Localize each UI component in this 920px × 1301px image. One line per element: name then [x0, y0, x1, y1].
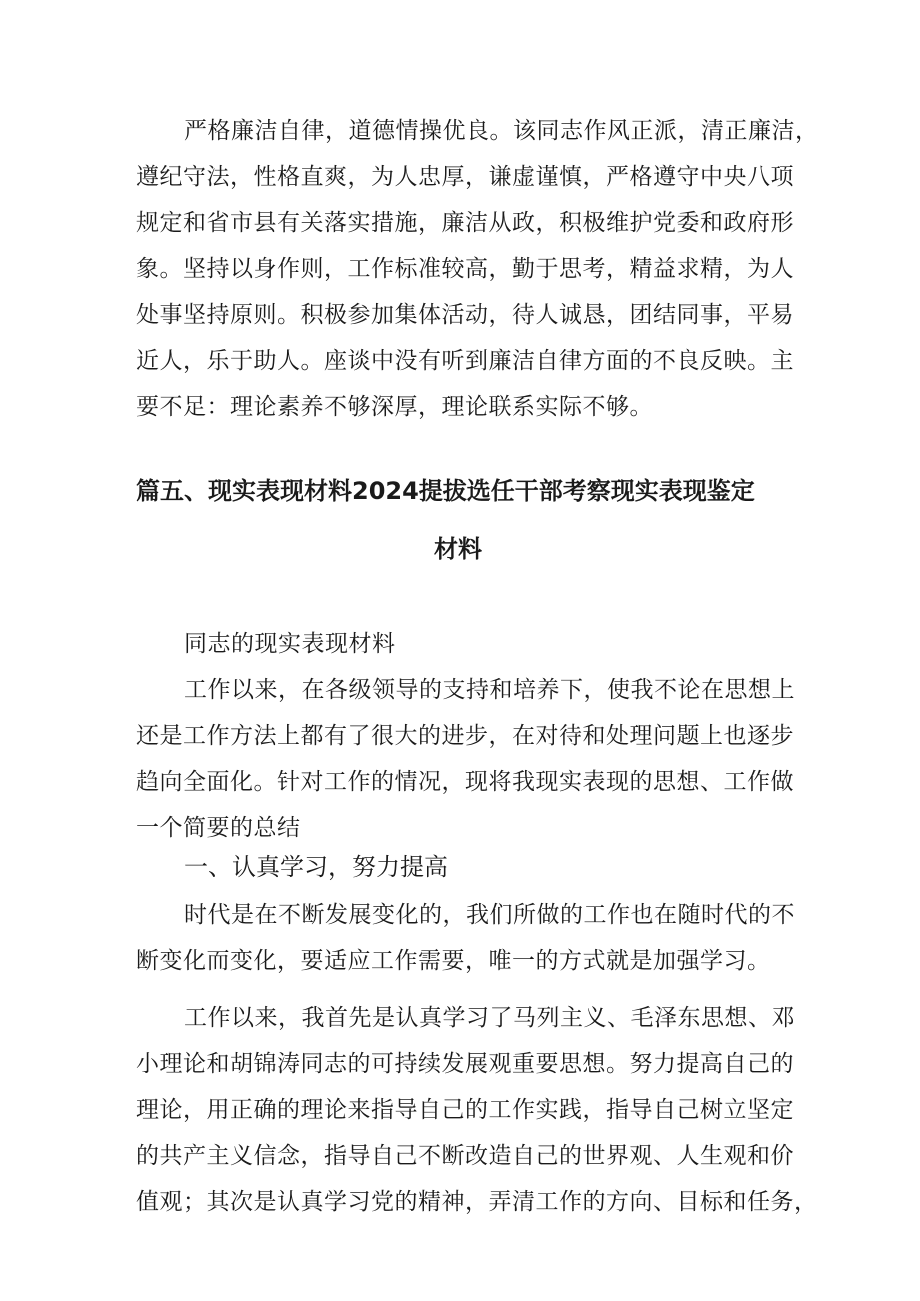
paragraph-line: 处事坚持原则。积极参加集体活动，待人诚恳，团结同事，平易 [136, 302, 794, 328]
section-title: 篇五、现实表现材料2024提拔选任干部考察现实表现鉴定 [136, 477, 755, 505]
paragraph-line: 断变化而变化，要适应工作需要，唯一的方式就是加强学习。 [136, 948, 771, 974]
paragraph-line: 趋向全面化。针对工作的情况，现将我现实表现的思想、工作做 [136, 769, 794, 795]
section-title-continued: 材料 [434, 535, 482, 563]
paragraph-line: 象。坚持以身作则，工作标准较高，勤于思考，精益求精，为人 [136, 256, 794, 282]
paragraph-line: 值观；其次是认真学习党的精神，弄清工作的方向、目标和任务， [136, 1189, 818, 1215]
paragraph-line: 近人，乐于助人。座谈中没有听到廉洁自律方面的不良反映。主 [136, 348, 794, 374]
paragraph-line: 一个简要的总结 [136, 815, 301, 841]
paragraph-line: 遵纪守法，性格直爽，为人忠厚，谦虚谨慎，严格遵守中央八项 [136, 164, 794, 190]
subheading: 一、认真学习，努力提高 [184, 853, 448, 881]
paragraph-line: 同志的现实表现材料 [184, 631, 396, 657]
paragraph-line: 还是工作方法上都有了很大的进步，在对待和处理问题上也逐步 [136, 723, 794, 749]
paragraph-line: 工作以来，我首先是认真学习了马列主义、毛泽东思想、邓 [184, 1005, 795, 1031]
paragraph-line: 规定和省市县有关落实措施，廉洁从政，积极维护党委和政府形 [136, 210, 794, 236]
paragraph-line: 小理论和胡锦涛同志的可持续发展观重要思想。努力提高自己的 [136, 1051, 794, 1077]
paragraph-line: 理论，用正确的理论来指导自己的工作实践，指导自己树立坚定 [136, 1097, 794, 1123]
paragraph-line: 要不足：理论素养不够深厚，理论联系实际不够。 [136, 394, 653, 420]
paragraph-line: 工作以来，在各级领导的支持和培养下，使我不论在思想上 [184, 677, 795, 703]
paragraph-line: 严格廉洁自律，道德情操优良。该同志作风正派，清正廉洁， [184, 118, 819, 144]
paragraph-line: 时代是在不断发展变化的，我们所做的工作也在随时代的不 [184, 902, 795, 928]
paragraph-line: 的共产主义信念，指导自己不断改造自己的世界观、人生观和价 [136, 1143, 794, 1169]
